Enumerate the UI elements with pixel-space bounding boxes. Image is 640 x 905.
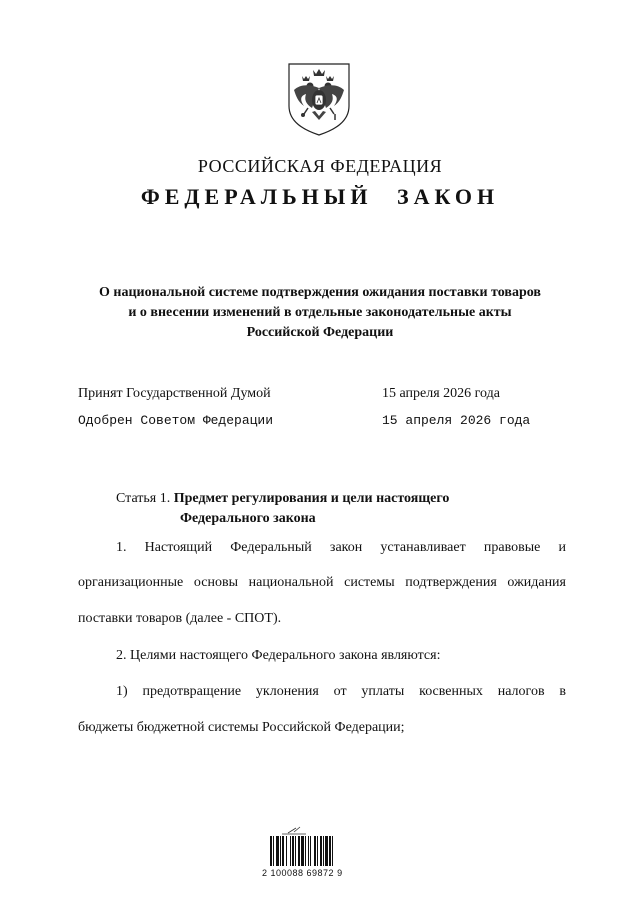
duma-adoption-label: Принят Государственной Думой xyxy=(78,386,271,401)
article-1-prefix: Статья 1. xyxy=(116,491,171,506)
council-approval-date: 15 апреля 2026 года xyxy=(382,413,531,428)
paragraph-3-line-1: 1) предотвращение уклонения от уплаты косвенных налогов в xyxy=(116,684,566,699)
law-title xyxy=(60,283,580,343)
paragraph-1-line-3: поставки товаров (далее - СПОТ). xyxy=(78,611,282,626)
council-approval-label: Одобрен Советом Федерации xyxy=(78,413,274,428)
article-1-heading xyxy=(116,489,449,529)
article-1-heading-line-2: Федерального закона xyxy=(180,511,316,526)
country-heading: РОССИЙСКАЯ ФЕДЕРАЦИЯ xyxy=(197,156,443,176)
law-title-line-3: Российской Федерации xyxy=(246,325,394,340)
coat-of-arms-emblem xyxy=(286,62,352,136)
article-1-heading-line-1: Предмет регулирования и цели настоящего xyxy=(173,491,450,506)
barcode-image xyxy=(268,824,358,870)
paragraph-1-line-2: организационные основы национальной системы подтверждения ожидания xyxy=(78,575,566,590)
law-type-heading: ФЕДЕРАЛЬНЫЙ ЗАКОН xyxy=(140,184,500,209)
paragraph-2: 2. Целями настоящего Федерального закона являются: xyxy=(116,648,441,663)
law-title-line-2: и о внесении изменений в отдельные законодательные акты xyxy=(128,305,512,320)
law-title-line-1: О национальной системе подтверждения ожидания поставки товаров xyxy=(99,285,541,300)
paragraph-1-line-1: 1. Настоящий Федеральный закон устанавливает правовые и xyxy=(116,540,566,555)
paragraph-3-line-2: бюджеты бюджетной системы Российской Федерации; xyxy=(78,720,405,735)
duma-adoption-date: 15 апреля 2026 года xyxy=(382,386,500,401)
barcode-number: 2 100088 69872 9 xyxy=(262,868,343,878)
